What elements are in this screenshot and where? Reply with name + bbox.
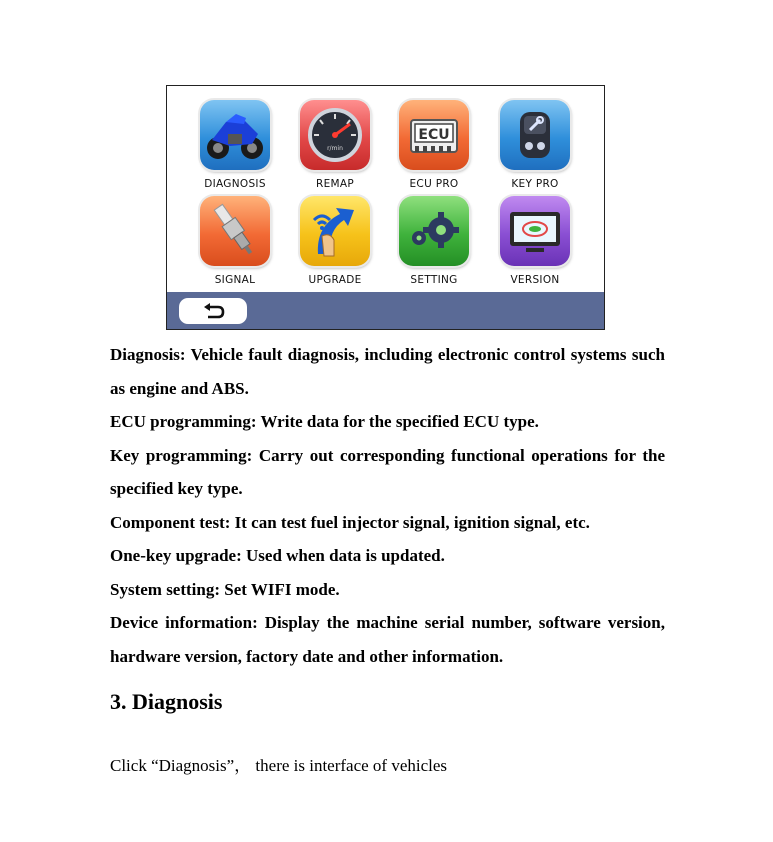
device-screenshot: [166, 85, 605, 330]
tile-remap[interactable]: [285, 100, 385, 190]
tile-upgrade[interactable]: [285, 196, 385, 286]
desc-setting: System setting: Set WIFI mode.: [110, 579, 340, 599]
tile-version[interactable]: [485, 196, 585, 286]
gears-icon: [399, 196, 469, 266]
desc-device-info: Device information: Display the machine serial number, software version, hardware version, factory date and other information.: [110, 613, 665, 666]
tile-key-pro[interactable]: [485, 100, 585, 190]
tile-label: DIAGNOSIS: [204, 178, 266, 190]
upgrade-wifi-icon: [300, 196, 370, 266]
bottom-bar: [167, 292, 604, 329]
tile-ecu-pro[interactable]: [384, 100, 484, 190]
ecu-chip-icon: [399, 100, 469, 170]
tile-label: VERSION: [510, 274, 560, 286]
gauge-icon: [300, 100, 370, 170]
tile-label: ECU PRO: [409, 178, 459, 190]
back-button[interactable]: [179, 298, 247, 324]
descriptions: [110, 338, 665, 673]
tile-label: UPGRADE: [308, 274, 362, 286]
tile-setting[interactable]: [384, 196, 484, 286]
monitor-icon: [500, 196, 570, 266]
tile-label: REMAP: [315, 178, 354, 190]
desc-key: Key programming: Carry out corresponding functional operations for the specified key type.: [110, 445, 665, 498]
desc-diagnosis-full: Diagnosis: Vehicle fault diagnosis, including electronic control systems such as engine and ABS.: [110, 345, 665, 398]
section-heading: 3. Diagnosis: [110, 689, 223, 714]
gauge-unit: r/min: [327, 145, 343, 152]
spark-plug-icon: [200, 196, 270, 266]
chip-text: ECU: [418, 127, 450, 143]
tile-diagnosis[interactable]: [185, 100, 285, 190]
tile-label: SETTING: [410, 274, 458, 286]
desc-ecu: ECU programming: Write data for the specified ECU type.: [110, 412, 539, 431]
tile-label: KEY PRO: [511, 178, 559, 190]
car-key-icon: [500, 100, 570, 170]
desc-component: Component test: It can test fuel injector signal, ignition signal, etc.: [110, 512, 590, 532]
tile-signal[interactable]: [185, 196, 285, 286]
menu-grid: [167, 86, 604, 294]
tile-label: SIGNAL: [214, 274, 256, 286]
motorcycle-icon: [200, 100, 270, 170]
note-text: Click “Diagnosis”， there is interface of vehicles: [110, 756, 448, 775]
back-arrow-icon: [202, 303, 226, 319]
desc-upgrade: One-key upgrade: Used when data is updated.: [110, 546, 445, 565]
